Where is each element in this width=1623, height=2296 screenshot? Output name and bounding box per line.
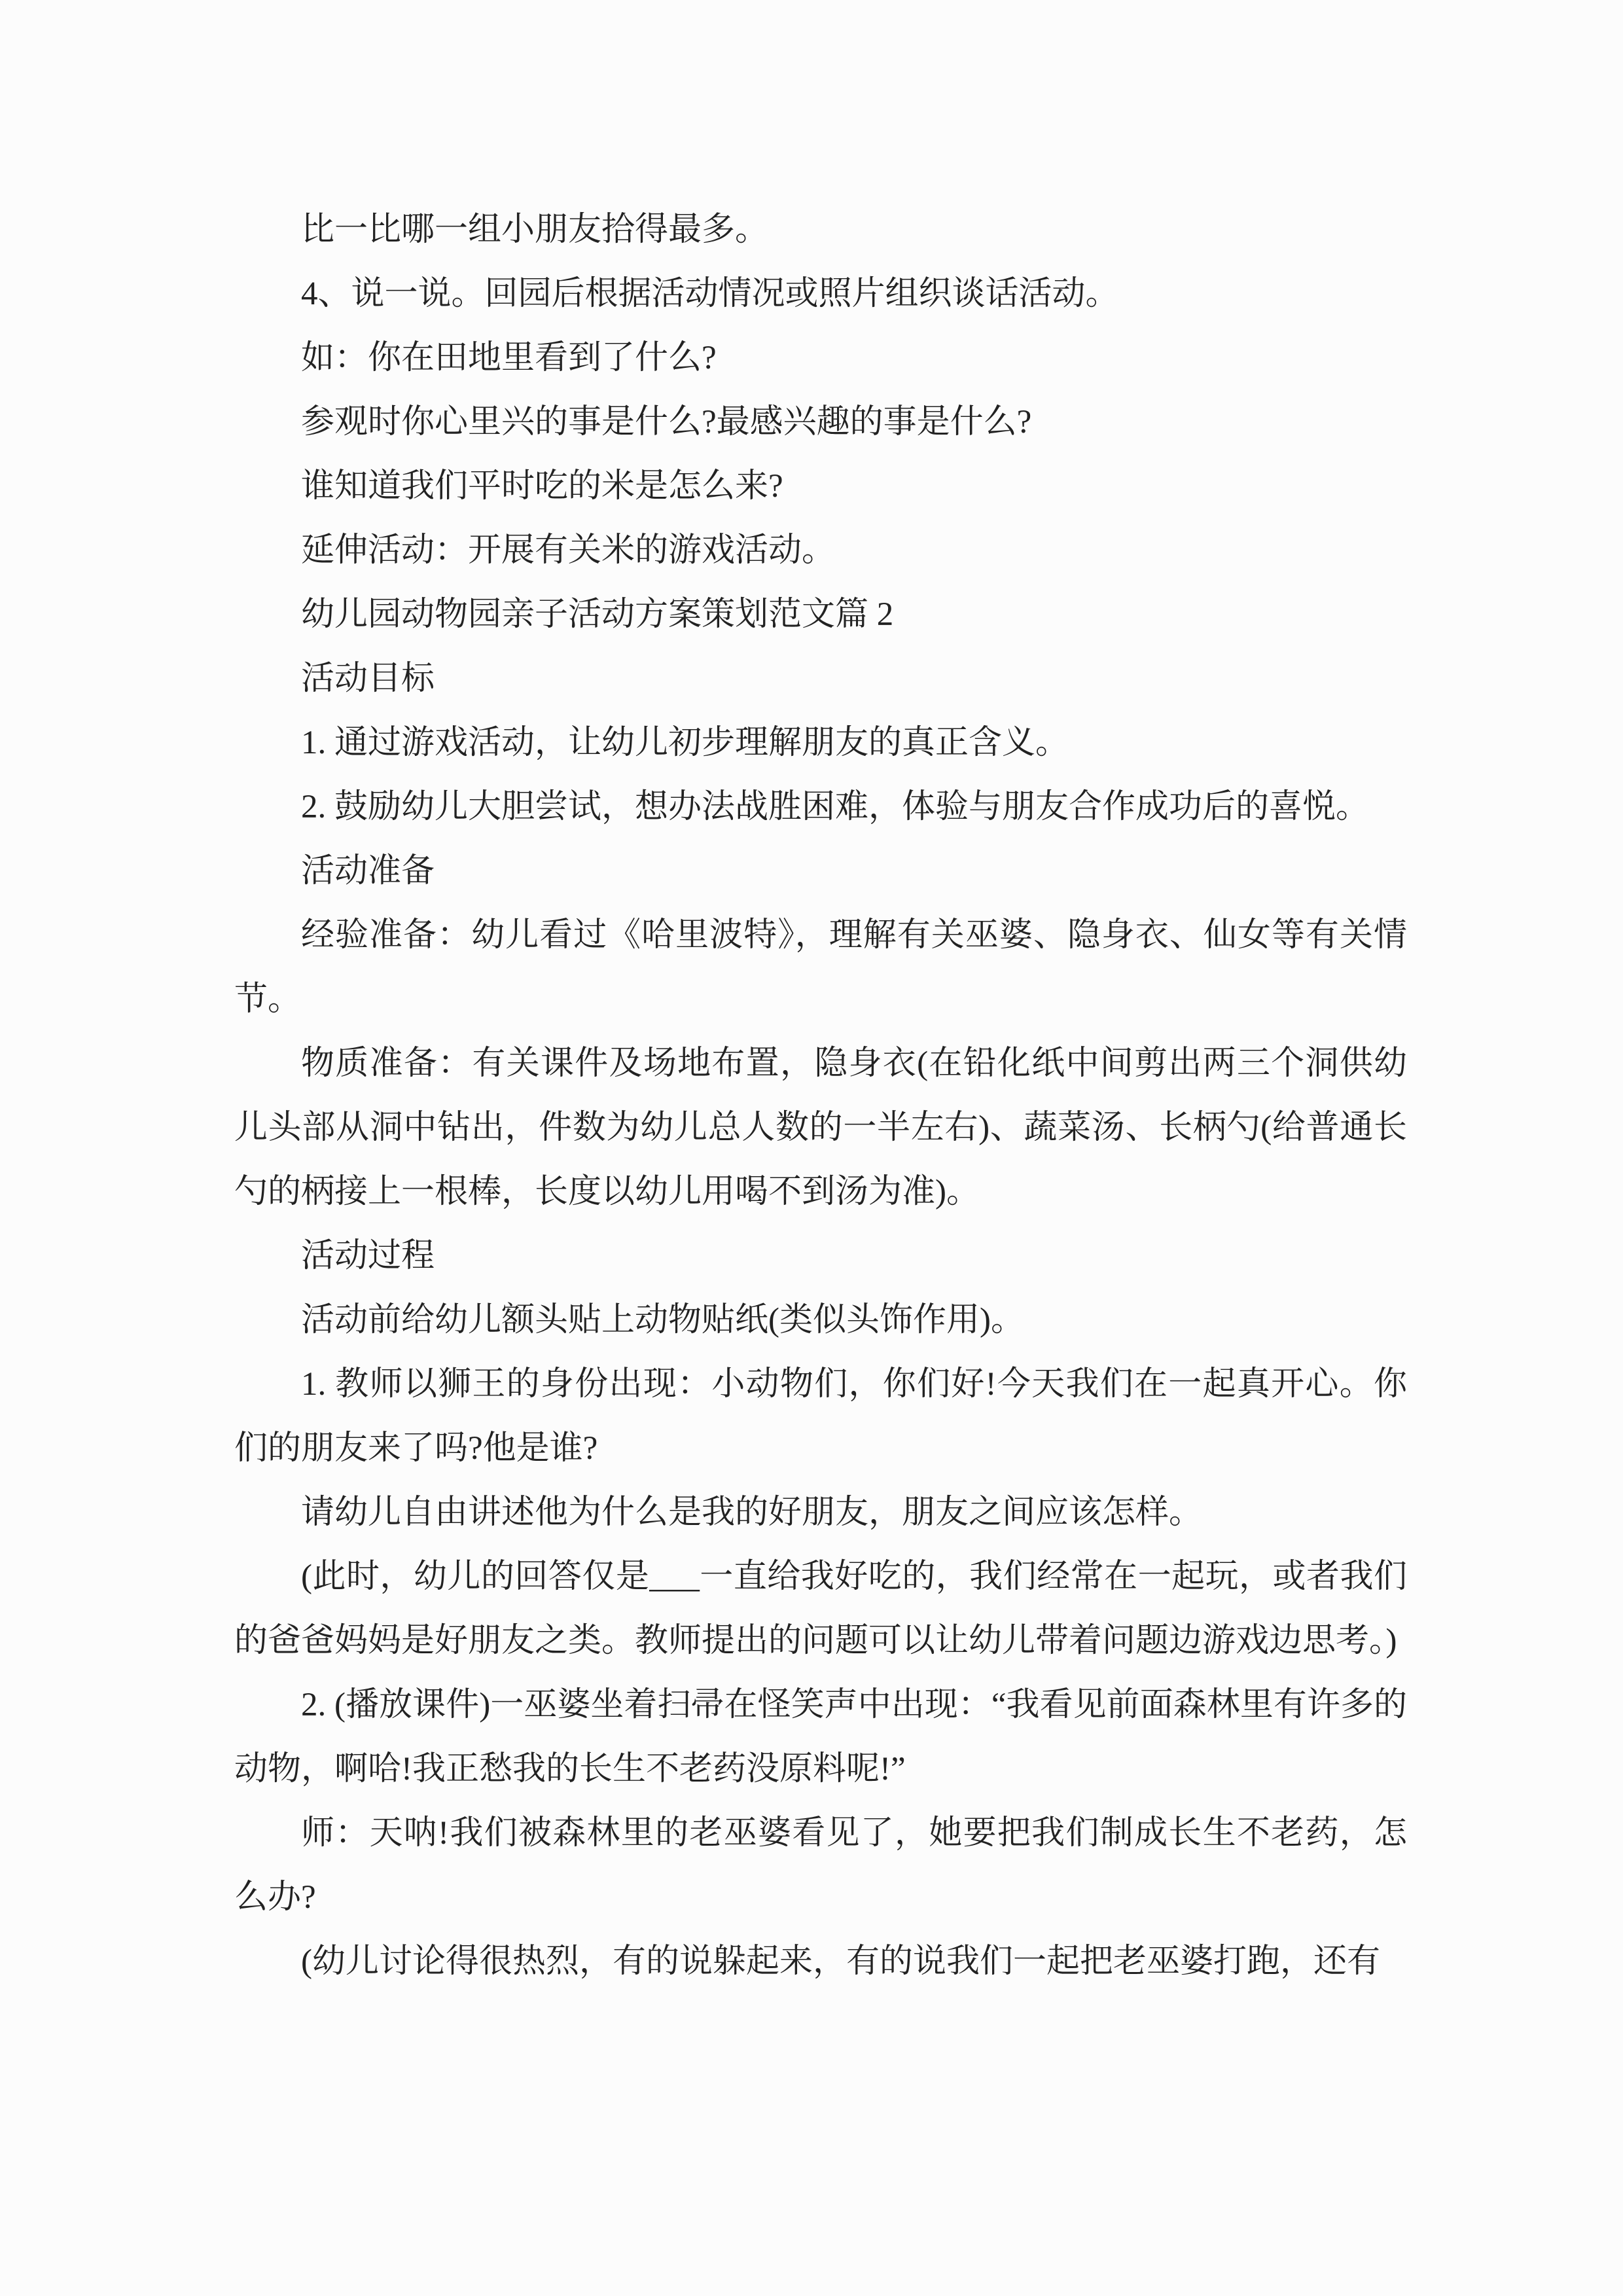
paragraph-3: 如：你在田地里看到了什么?: [301, 340, 717, 376]
paragraph-13: 物质准备：有关课件及场地布置，隐身衣(在铅化纸中间剪出两三个洞供幼儿头部从洞中钻出，件数为幼儿总人数的一半左右)、蔬菜汤、长柄勺(给普通长勺的柄接上一根棒，长度以幼儿用喝不到汤为准)。: [234, 1045, 1407, 1210]
paragraph-18: (此时，幼儿的回答仅是___一直给我好吃的，我们经常在一起玩，或者我们的爸爸妈妈是好朋友之类。教师提出的问题可以让幼儿带着问题边游戏边思考。): [234, 1558, 1407, 1659]
paragraph-4: 参观时你心里兴的事是什么?最感兴趣的事是什么?: [301, 404, 1032, 440]
paragraph-1: 比一比哪一组小朋友拾得最多。: [301, 211, 769, 248]
paragraph-12: 经验准备：幼儿看过《哈里波特》，理解有关巫婆、隐身衣、仙女等有关情节。: [234, 917, 1407, 1018]
paragraph-15: 活动前给幼儿额头贴上动物贴纸(类似头饰作用)。: [301, 1302, 1024, 1338]
paragraph-9: 1. 通过游戏活动，让幼儿初步理解朋友的真正含义。: [301, 725, 1069, 761]
paragraph-11-heading-preparation: 活动准备: [301, 853, 435, 889]
paragraph-20: 师：天呐!我们被森林里的老巫婆看见了，她要把我们制成长生不老药，怎么办?: [234, 1815, 1407, 1916]
paragraph-16: 1. 教师以狮王的身份出现：小动物们，你们好!今天我们在一起真开心。你们的朋友来了吗?他是谁?: [234, 1366, 1407, 1467]
paragraph-19: 2. (播放课件)一巫婆坐着扫帚在怪笑声中出现：“我看见前面森林里有许多的动物，啊哈!我正愁我的长生不老药没原料呢!”: [234, 1687, 1407, 1787]
paragraph-17: 请幼儿自由讲述他为什么是我的好朋友，朋友之间应该怎样。: [301, 1494, 1203, 1531]
paragraph-21: (幼儿讨论得很热烈，有的说躲起来，有的说我们一起把老巫婆打跑，还有: [301, 1943, 1380, 1980]
paragraph-6: 延伸活动：开展有关米的游戏活动。: [301, 532, 836, 569]
paragraph-2: 4、说一说。回园后根据活动情况或照片组织谈话活动。: [301, 276, 1119, 312]
paragraph-5: 谁知道我们平时吃的米是怎么来?: [301, 468, 783, 505]
text-block: [234, 198, 1407, 1994]
paragraph-7-section-title: 幼儿园动物园亲子活动方案策划范文篇 2: [301, 596, 894, 633]
paragraph-10: 2. 鼓励幼儿大胆尝试，想办法战胜困难，体验与朋友合作成功后的喜悦。: [301, 789, 1370, 825]
paragraph-14-heading-process: 活动过程: [301, 1238, 435, 1274]
paragraph-8-heading-goals: 活动目标: [301, 660, 435, 697]
